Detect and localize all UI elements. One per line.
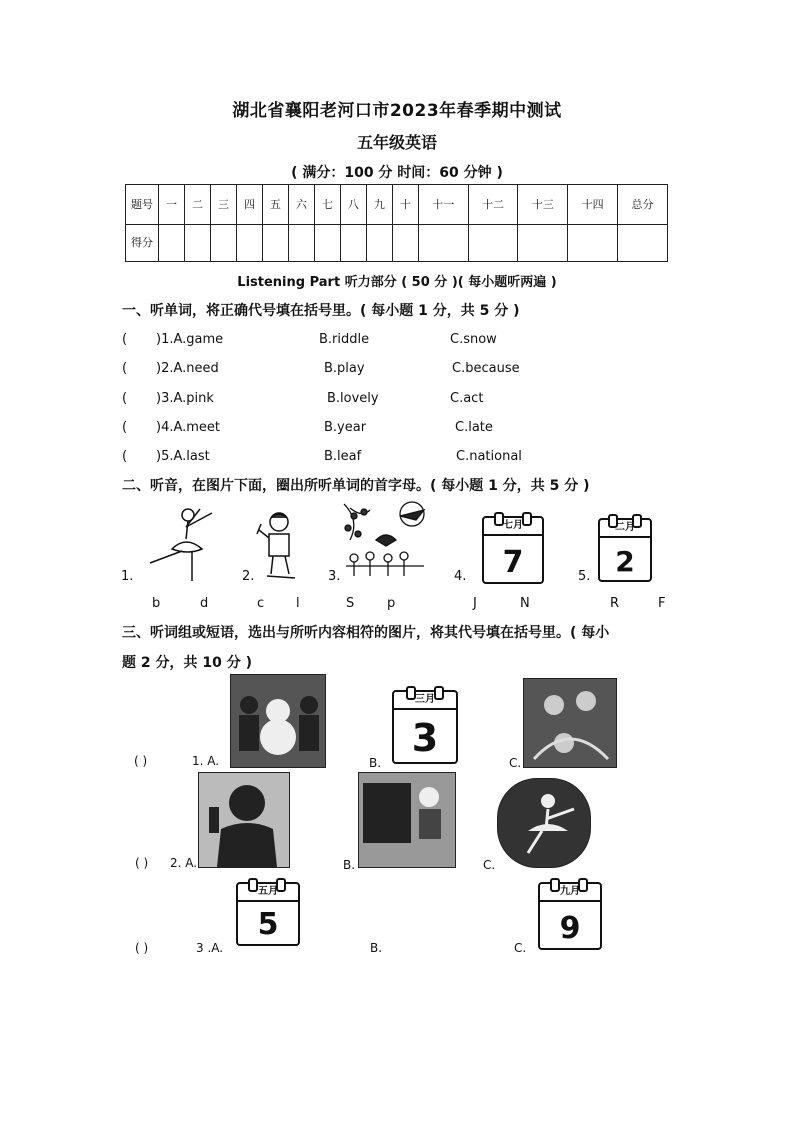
answer-paren[interactable]: ( xyxy=(122,420,128,435)
calendar-month: 七月 xyxy=(484,518,542,536)
calendar-day: 5 xyxy=(257,907,279,942)
score-cell[interactable] xyxy=(468,224,518,261)
answer-paren[interactable]: ( xyxy=(122,449,128,464)
calendar-july-picture xyxy=(482,516,544,584)
score-cell[interactable] xyxy=(236,224,262,261)
calendar-february-picture xyxy=(598,518,652,582)
score-table-header-row xyxy=(126,185,668,225)
option-a-label: 1. A. xyxy=(192,754,220,768)
col-7: 七 xyxy=(314,185,340,225)
section1-question-4 xyxy=(122,420,682,440)
exam-title: 湖北省襄阳老河口市2023年春季期中测试 xyxy=(232,101,562,121)
score-cell[interactable] xyxy=(618,224,668,261)
col-13: 十三 xyxy=(518,185,568,225)
answer-paren[interactable]: ( xyxy=(122,361,128,376)
letter-choice[interactable]: R xyxy=(610,596,620,611)
letter-choice[interactable]: b xyxy=(152,596,161,611)
section3-title-line2: 题 2 分，共 10 分 ) xyxy=(122,655,252,671)
section1-question-5 xyxy=(122,449,682,469)
row-label-tihao: 题号 xyxy=(126,185,159,225)
letter-choice[interactable]: S xyxy=(346,596,355,611)
option-b: B.leaf xyxy=(324,449,362,464)
calendar-may-picture xyxy=(236,882,300,946)
section2-number-5: 5. xyxy=(578,569,591,584)
calendar-month: 五月 xyxy=(238,884,298,902)
option-c: C.because xyxy=(452,361,520,376)
score-cell[interactable] xyxy=(159,224,185,261)
answer-paren[interactable]: ( xyxy=(122,391,128,406)
section2-number-1: 1. xyxy=(121,569,134,584)
score-cell[interactable] xyxy=(314,224,340,261)
col-12: 十二 xyxy=(468,185,518,225)
col-14: 十四 xyxy=(568,185,618,225)
exam-subtitle: 五年级英语 xyxy=(356,133,437,152)
section3-title-line1: 三、听词组或短语，选出与所听内容相符的图片，将其代号填在括号里。( 每小 xyxy=(122,625,610,641)
score-cell[interactable] xyxy=(392,224,418,261)
score-cell[interactable] xyxy=(568,224,618,261)
option-a: )1.A.game xyxy=(156,332,224,347)
option-b-label: B. xyxy=(343,858,356,872)
score-cell[interactable] xyxy=(288,224,314,261)
col-6: 六 xyxy=(288,185,314,225)
letter-choice[interactable]: p xyxy=(387,596,396,611)
col-11: 十一 xyxy=(418,185,468,225)
score-table-score-row xyxy=(126,224,668,261)
children-playing-photo xyxy=(523,678,617,768)
option-c-label: C. xyxy=(483,858,496,872)
section1-question-3 xyxy=(122,391,682,411)
section2-number-4: 4. xyxy=(454,569,467,584)
answer-paren[interactable]: ( xyxy=(122,332,128,347)
boy-waving-photo xyxy=(198,772,290,868)
section1-question-2 xyxy=(122,361,682,381)
calendar-day: 3 xyxy=(411,716,439,760)
answer-paren[interactable]: ( ) xyxy=(134,754,148,768)
boy-picture xyxy=(255,508,300,582)
section2-title: 二、听音，在图片下面，圈出所听单词的首字母。( 每小题 1 分，共 5 分 ) xyxy=(122,478,590,494)
row-label-defen: 得分 xyxy=(126,224,159,261)
calendar-month: 九月 xyxy=(540,884,600,902)
col-4: 四 xyxy=(236,185,262,225)
calendar-month: 二月 xyxy=(600,520,650,538)
letter-choice[interactable]: l xyxy=(296,596,300,611)
option-b: B.year xyxy=(324,420,367,435)
score-cell[interactable] xyxy=(184,224,210,261)
calendar-month: 三月 xyxy=(394,692,456,710)
spring-scene-picture xyxy=(340,500,430,582)
option-b: B.lovely xyxy=(327,391,379,406)
option-c: C.snow xyxy=(450,332,497,347)
score-cell[interactable] xyxy=(366,224,392,261)
option-a-label: 3 .A. xyxy=(196,941,224,955)
calendar-march-picture xyxy=(392,690,458,764)
answer-paren[interactable]: ( ) xyxy=(135,856,149,870)
letter-choice[interactable]: c xyxy=(257,596,265,611)
option-b: B.play xyxy=(324,361,365,376)
calendar-day: 2 xyxy=(615,545,635,578)
calendar-day: 7 xyxy=(502,545,524,580)
col-8: 八 xyxy=(340,185,366,225)
option-c-label: C. xyxy=(509,756,522,770)
col-1: 一 xyxy=(159,185,185,225)
calendar-september-picture xyxy=(538,882,602,950)
section2-number-2: 2. xyxy=(242,569,255,584)
ballet-dancer-photo xyxy=(497,778,591,868)
score-cell[interactable] xyxy=(262,224,288,261)
section2-number-3: 3. xyxy=(328,569,341,584)
section1-title: 一、听单词，将正确代号填在括号里。( 每小题 1 分，共 5 分 ) xyxy=(122,303,520,319)
letter-choice[interactable]: F xyxy=(658,596,666,611)
col-9: 九 xyxy=(366,185,392,225)
snowman-photo xyxy=(230,674,326,768)
col-2: 二 xyxy=(184,185,210,225)
option-a: )3.A.pink xyxy=(156,391,214,406)
score-cell[interactable] xyxy=(340,224,366,261)
score-table xyxy=(125,184,668,262)
option-c: C.late xyxy=(455,420,493,435)
score-cell[interactable] xyxy=(418,224,468,261)
letter-choice[interactable]: N xyxy=(520,596,530,611)
ballerina-picture xyxy=(142,505,220,585)
col-5: 五 xyxy=(262,185,288,225)
calendar-day: 9 xyxy=(559,911,581,946)
listening-part-header: Listening Part 听力部分 ( 50 分 )( 每小题听两遍 ) xyxy=(237,275,557,290)
option-b-label: B. xyxy=(370,941,383,955)
score-time-info: ( 满分：100 分 时间：60 分钟 ) xyxy=(291,165,503,181)
option-a-label: 2. A. xyxy=(170,856,198,870)
answer-paren[interactable]: ( ) xyxy=(135,941,149,955)
letter-choice[interactable]: d xyxy=(200,596,209,611)
option-a: )2.A.need xyxy=(156,361,219,376)
option-b: B.riddle xyxy=(319,332,370,347)
col-10: 十 xyxy=(392,185,418,225)
letter-choice[interactable]: J xyxy=(473,596,477,611)
score-cell[interactable] xyxy=(518,224,568,261)
piano-girl-photo xyxy=(358,772,456,868)
col-total: 总分 xyxy=(618,185,668,225)
section1-question-1 xyxy=(122,332,682,352)
option-c: C.national xyxy=(456,449,522,464)
option-b-label: B. xyxy=(369,756,382,770)
score-cell[interactable] xyxy=(210,224,236,261)
option-c: C.act xyxy=(450,391,484,406)
option-a: )4.A.meet xyxy=(156,420,221,435)
option-a: )5.A.last xyxy=(156,449,210,464)
option-c-label: C. xyxy=(514,941,527,955)
col-3: 三 xyxy=(210,185,236,225)
